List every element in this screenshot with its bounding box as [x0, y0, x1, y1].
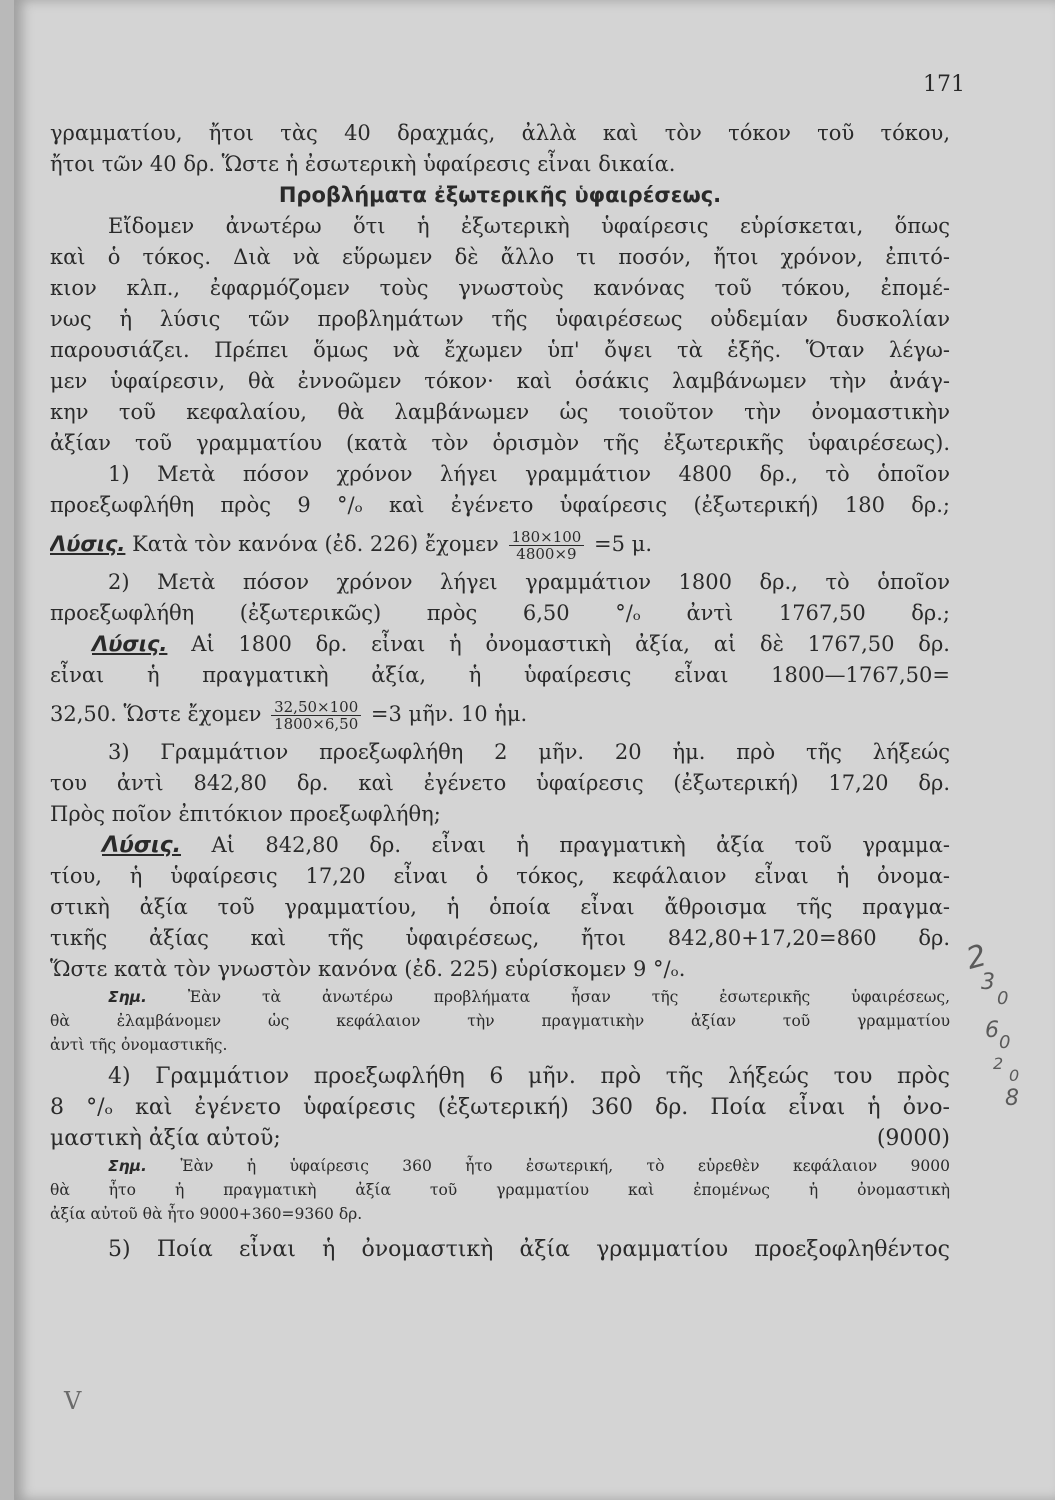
solution-2-line: [50, 629, 950, 660]
solution-label: Λύσις.: [50, 532, 126, 556]
problem-3-line: του ἀντὶ 842,80 δρ. καὶ ἐγένετο ὑφαίρεσις (ἐξωτερική) 17,20 δρ.: [50, 771, 950, 795]
text-line: ἀξίαν τοῦ γραμματίου (κατὰ τὸν ὁρισμὸν τῆς ἐξωτερικῆς ὑφαιρέσεως).: [50, 431, 950, 455]
margin-check-mark: V: [64, 1387, 82, 1415]
margin-digit: 0: [999, 1032, 1011, 1053]
problem-4-answer: (9000): [876, 1126, 950, 1151]
section-heading: Προβλήματα ἐξωτερικῆς ὑφαιρέσεως.: [278, 183, 722, 207]
text-line: μεν ὑφαίρεσιν, θὰ ἐννοῶμεν τόκον· καὶ ὁσάκις λαμβάνωμεν τὴν ἀνάγ-: [50, 369, 950, 393]
solution-result: =3 μῆν. 10 ἡμ.: [370, 702, 528, 726]
page-number: 171: [923, 72, 965, 97]
solution-1: [50, 521, 950, 567]
fraction-numerator: 32,50×100: [271, 699, 361, 716]
margin-digit: 2: [993, 1054, 1004, 1073]
text-line: γραμματίου, ἤτοι τὰς 40 δραχμάς, ἀλλὰ καὶ τὸν τόκον τοῦ τόκου,: [50, 121, 950, 145]
note-label: Σημ.: [108, 988, 147, 1006]
problem-2-line: προεξωφλήθη (ἐξωτερικῶς) πρὸς 6,50 °/ₒ ἀντὶ 1767,50 δρ.;: [50, 601, 950, 625]
note-label: Σημ.: [108, 1157, 147, 1175]
margin-digit: 8: [1005, 1086, 1019, 1111]
text-line: παρουσιάζει. Πρέπει ὅμως νὰ ἔχωμεν ὑπ' ὄψει τὰ ἑξῆς. Ὅταν λέγω-: [50, 338, 950, 362]
solution-2-formula: [50, 691, 950, 737]
solution-label: Λύσις.: [92, 632, 168, 656]
note-2-line: [50, 1154, 950, 1178]
solution-text: Αἱ 1800 δρ. εἶναι ἡ ὀνομαστικὴ ἀξία, αἱ δὲ 1767,50 δρ.: [191, 632, 950, 656]
problem-4-text: μαστικὴ ἀξία αὐτοῦ;: [50, 1126, 281, 1151]
problem-2-line: 2) Μετὰ πόσον χρόνον λήγει γραμμάτιον 1800 δρ., τὸ ὁποῖον: [108, 570, 950, 594]
solution-3-line: Ὥστε κατὰ τὸν γνωστὸν κανόνα (ἐδ. 225) εὑρίσκομεν 9 °/ₒ.: [50, 957, 686, 981]
solution-3-line: τικῆς ἀξίας καὶ τῆς ὑφαιρέσεως, ἤτοι 842,80+17,20=860 δρ.: [50, 926, 950, 950]
margin-digit: 2: [962, 938, 991, 977]
fraction: [509, 529, 585, 562]
problem-5-line: 5) Ποία εἶναι ἡ ὀνομαστικὴ ἀξία γραμματίου προεξοφληθέντος: [108, 1237, 950, 1262]
note-text: Ἐὰν τὰ ἀνωτέρω προβλήματα ἦσαν τῆς ἐσωτερικῆς ὑφαιρέσεως,: [187, 988, 950, 1006]
margin-digit: 0: [997, 988, 1009, 1009]
note-1-line: [50, 985, 950, 1009]
text-line: Εἴδομεν ἀνωτέρω ὅτι ἡ ἐξωτερικὴ ὑφαίρεσις εὑρίσκεται, ὅπως: [108, 214, 950, 238]
problem-4-line: 8 °/ₒ καὶ ἐγένετο ὑφαίρεσις (ἐξωτερική) 360 δρ. Ποία εἶναι ἡ ὀνο-: [50, 1095, 950, 1120]
solution-2-line: εἶναι ἡ πραγματικὴ ἀξία, ἡ ὑφαίρεσις εἶναι 1800—1767,50=: [50, 663, 950, 687]
margin-digit: 6: [985, 1018, 999, 1043]
book-page: [14, 0, 1055, 1500]
note-text: Ἐὰν ἡ ὑφαίρεσις 360 ἦτο ἐσωτερική, τὸ εὑρεθὲν κεφάλαιον 9000: [180, 1157, 950, 1175]
text-line: καὶ ὁ τόκος. Διὰ νὰ εὕρωμεν δὲ ἄλλο τι ποσόν, ἤτοι χρόνον, ἐπιτό-: [50, 245, 950, 269]
solution-3-line: [50, 830, 950, 861]
margin-digit: 0: [1009, 1066, 1020, 1085]
solution-label: Λύσις.: [102, 833, 181, 858]
problem-3-line: 3) Γραμμάτιον προεξωφλήθη 2 μῆν. 20 ἡμ. πρὸ τῆς λήξεώς: [108, 740, 950, 764]
text-line: ἤτοι τῶν 40 δρ. Ὥστε ἡ ἐσωτερικὴ ὑφαίρεσις εἶναι δικαία.: [50, 152, 676, 176]
problem-3-line: Πρὸς ποῖον ἐπιτόκιον προεξωφλήθη;: [50, 802, 441, 826]
problem-4-line: [50, 1123, 950, 1154]
note-1-line: ἀντὶ τῆς ὀνομαστικῆς.: [50, 1036, 228, 1054]
solution-result: =5 μ.: [594, 532, 653, 556]
solution-text: Κατὰ τὸν κανόνα (ἐδ. 226) ἔχομεν: [132, 532, 499, 556]
page-content: [50, 118, 950, 1265]
note-1-line: θὰ ἐλαμβάνομεν ὡς κεφάλαιον τὴν πραγματικὴν ἀξίαν τοῦ γραμματίου: [50, 1012, 950, 1030]
solution-text: 32,50. Ὥστε ἔχομεν: [50, 702, 262, 726]
handwritten-margin-notes: [959, 940, 1029, 1120]
note-2-line: θὰ ἦτο ἡ πραγματικὴ ἀξία τοῦ γραμματίου καὶ ἐπομένως ἡ ὀνομαστικὴ: [50, 1181, 950, 1199]
fraction-denominator: 1800×6,50: [274, 715, 359, 733]
note-2-line: ἀξία αὐτοῦ θὰ ἦτο 9000+360=9360 δρ.: [50, 1205, 363, 1223]
fraction: [271, 699, 361, 732]
text-line: κην τοῦ κεφαλαίου, θὰ λαμβάνωμεν ὡς τοιοῦτον τὴν ὀνομαστικὴν: [50, 400, 950, 424]
problem-4-line: 4) Γραμμάτιον προεξωφλήθη 6 μῆν. πρὸ τῆς λήξεώς του πρὸς: [108, 1064, 950, 1089]
margin-digit: 3: [981, 970, 995, 995]
solution-3-line: στικὴ ἀξία τοῦ γραμματίου, ἡ ὁποία εἶναι ἄθροισμα τῆς πραγμα-: [50, 895, 950, 919]
fraction-numerator: 180×100: [509, 529, 585, 546]
solution-3-line: τίου, ἡ ὑφαίρεσις 17,20 εἶναι ὁ τόκος, κεφάλαιον εἶναι ἡ ὀνομα-: [50, 864, 950, 888]
problem-1-line: προεξωφλήθη πρὸς 9 °/ₒ καὶ ἐγένετο ὑφαίρεσις (ἐξωτερική) 180 δρ.;: [50, 493, 950, 517]
fraction-denominator: 4800×9: [516, 545, 577, 563]
text-line: κιον κλπ., ἐφαρμόζομεν τοὺς γνωστοὺς κανόνας τοῦ τόκου, ἐπομέ-: [50, 276, 950, 300]
problem-1-line: 1) Μετὰ πόσον χρόνον λήγει γραμμάτιον 4800 δρ., τὸ ὁποῖον: [108, 462, 950, 486]
text-line: νως ἡ λύσις τῶν προβλημάτων τῆς ὑφαιρέσεως οὐδεμίαν δυσκολίαν: [50, 307, 950, 331]
solution-text: Αἱ 842,80 δρ. εἶναι ἡ πραγματικὴ ἀξία τοῦ γραμμα-: [211, 833, 950, 857]
